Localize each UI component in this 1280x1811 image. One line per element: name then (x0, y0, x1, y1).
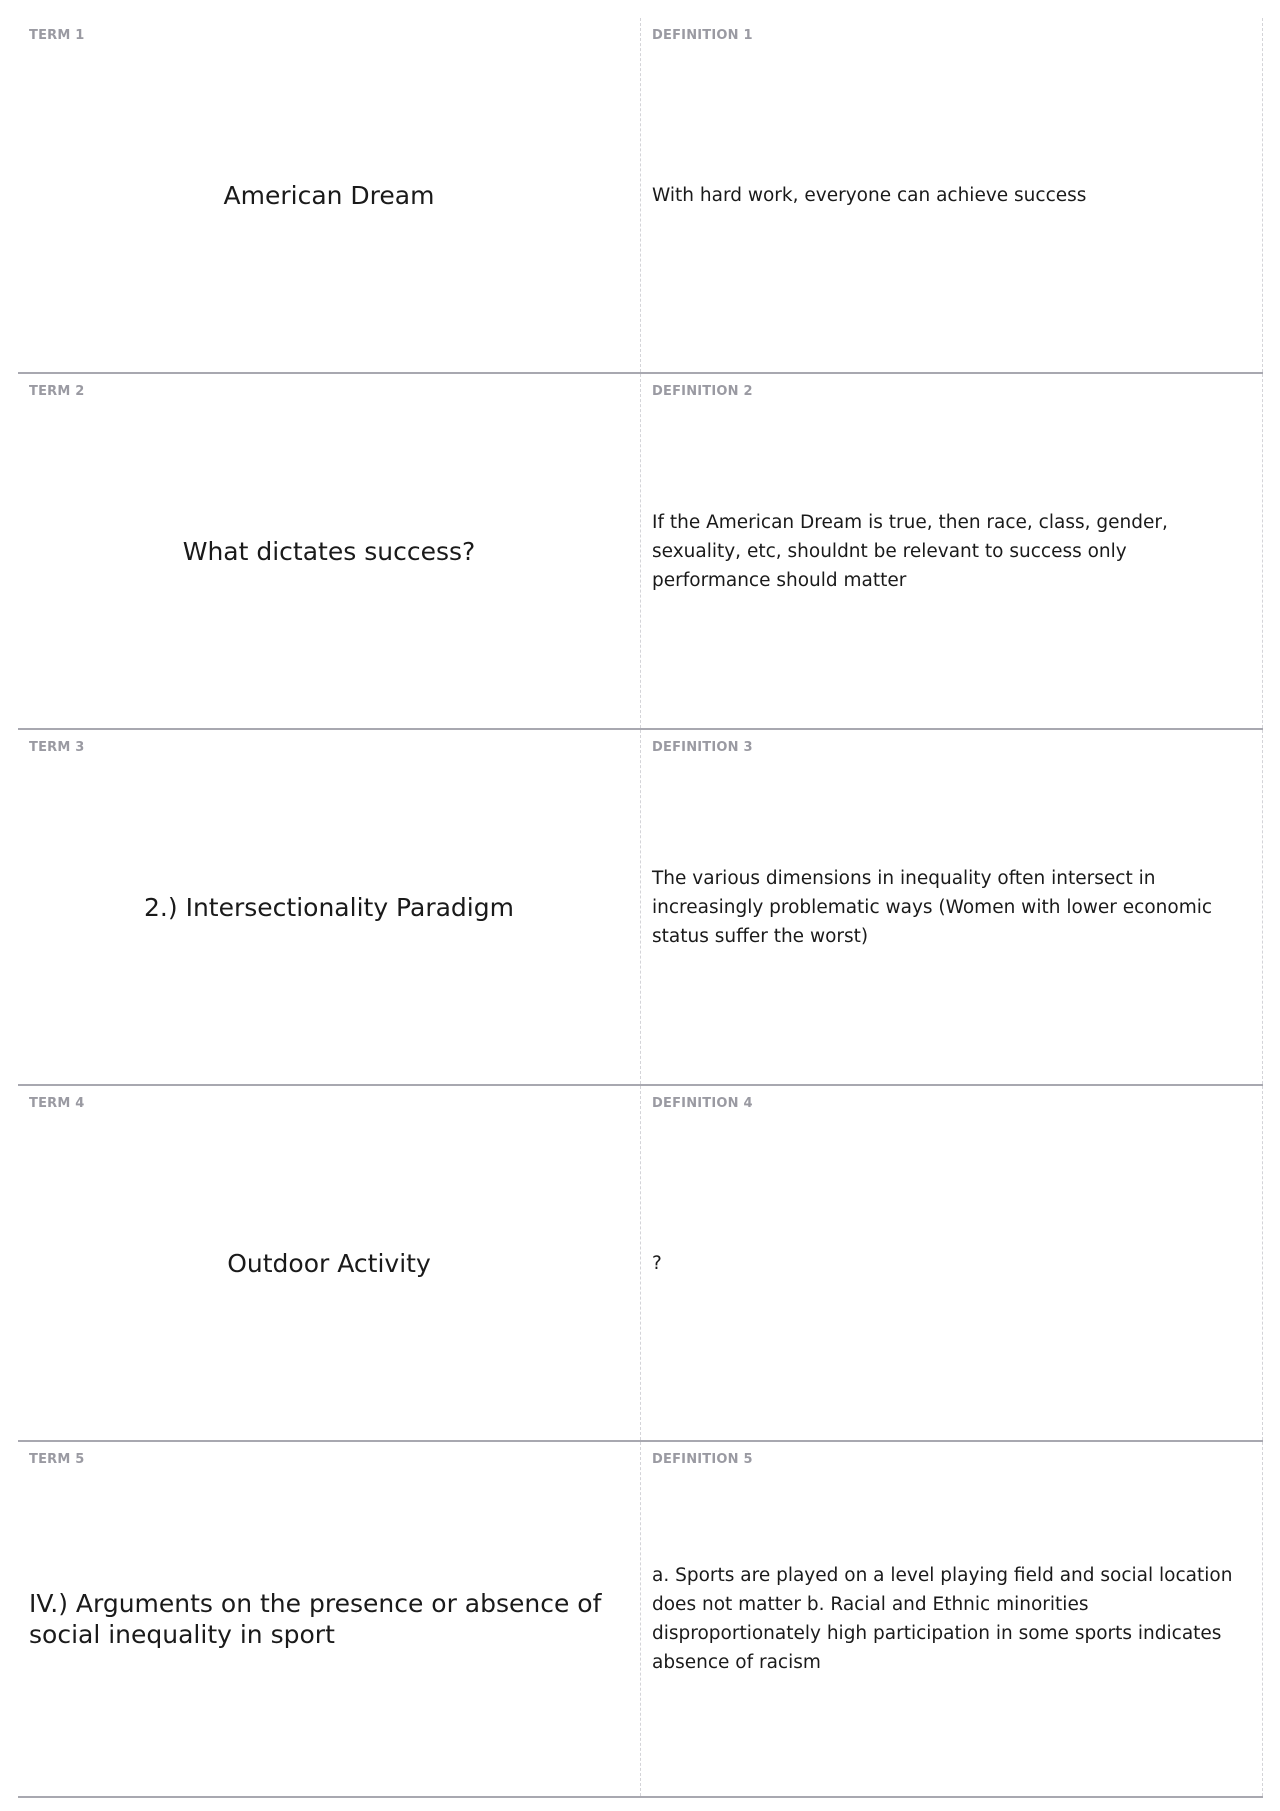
definition-text-container (652, 374, 1251, 728)
flashcard-row (18, 730, 1263, 1086)
term-cell (18, 374, 641, 728)
term-text: 2.) Intersectionality Paradigm (144, 892, 514, 922)
definition-cell (641, 730, 1263, 1084)
flashcard-row (18, 374, 1263, 730)
term-text: IV.) Arguments on the presence or absence of social inequality in sport (29, 1589, 602, 1649)
flashcard-sheet (18, 18, 1263, 1798)
definition-text: ? (652, 1252, 662, 1274)
term-label: TERM 3 (29, 740, 85, 755)
term-cell (18, 1086, 641, 1440)
definition-text: The various dimensions in inequality often intersect in increasingly problematic ways (Women with lower economic status suffer the worst) (652, 867, 1213, 947)
term-text: Outdoor Activity (227, 1248, 431, 1278)
definition-text: If the American Dream is true, then race, class, gender, sexuality, etc, shouldnt be relevant to success only performance should matter (652, 511, 1168, 591)
definition-cell (641, 374, 1263, 728)
definition-cell (641, 1086, 1263, 1440)
definition-label: DEFINITION 3 (652, 740, 753, 755)
term-cell (18, 18, 641, 372)
definition-text-container (652, 1086, 1251, 1440)
definition-cell (641, 1442, 1263, 1796)
term-text: American Dream (223, 180, 435, 210)
definition-text-container (652, 18, 1251, 372)
definition-cell (641, 18, 1263, 372)
definition-text: With hard work, everyone can achieve success (652, 184, 1087, 206)
flashcard-row (18, 1086, 1263, 1442)
definition-label: DEFINITION 5 (652, 1452, 753, 1467)
flashcard-row (18, 1442, 1263, 1798)
definition-text: a. Sports are played on a level playing field and social location does not matter b. Racial and Ethnic minorities disproportionately high participation in some sports indicates absence of racism (652, 1565, 1233, 1673)
definition-label: DEFINITION 2 (652, 384, 753, 399)
term-cell (18, 730, 641, 1084)
term-label: TERM 1 (29, 28, 85, 43)
term-label: TERM 5 (29, 1452, 85, 1467)
term-text: What dictates success? (182, 536, 476, 566)
definition-label: DEFINITION 4 (652, 1096, 753, 1111)
term-cell (18, 1442, 641, 1796)
definition-label: DEFINITION 1 (652, 28, 753, 43)
flashcard-row (18, 18, 1263, 374)
term-label: TERM 2 (29, 384, 85, 399)
term-label: TERM 4 (29, 1096, 85, 1111)
definition-text-container (652, 730, 1251, 1084)
definition-text-container (652, 1442, 1251, 1796)
